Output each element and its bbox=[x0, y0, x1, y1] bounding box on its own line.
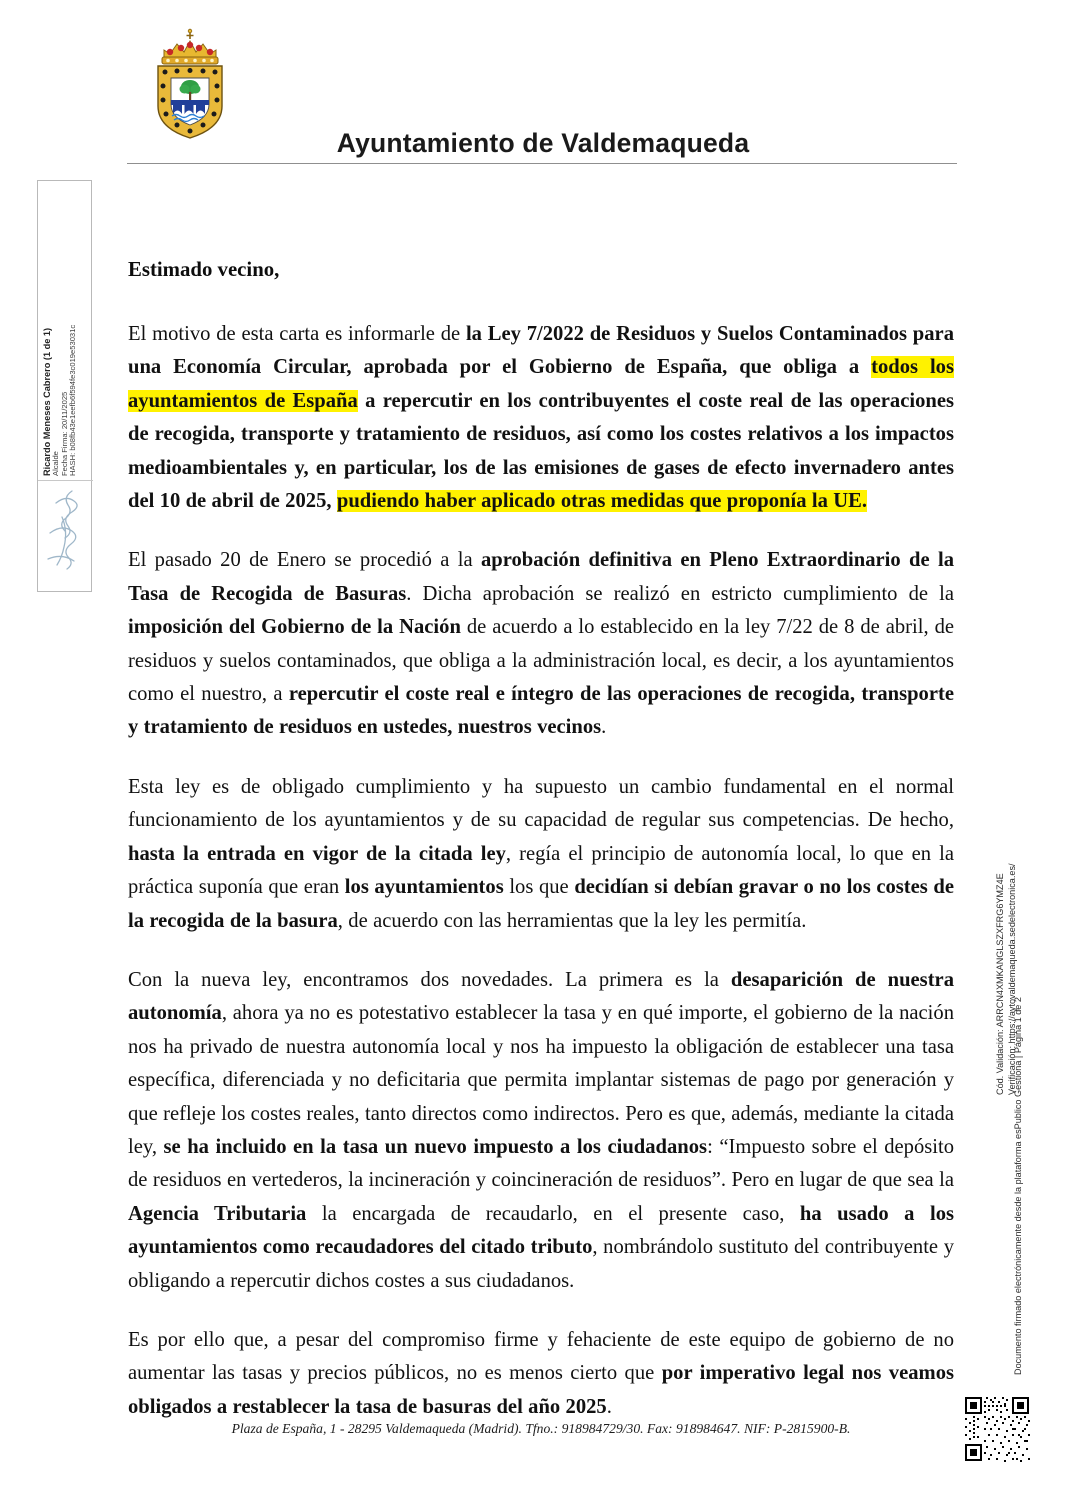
letter-paragraph-1: El motivo de esta carta es informarle de la Ley 7/2022 de Residuos y Suelos Contaminados para una Economía Circular, aprobada por el Gobierno de España, que obliga a todos los ayuntamientos de España a repercutir en los contribuyentes el coste real de las operaciones de recogida, transporte y tratamiento de residuos, así como los costes relativos a los impactos medioambientales y, en particular, los de las emisiones de gases de efecto invernadero antes del 10 de abril de 2025, pudiendo haber aplicado otras medidas que proponía la UE. bbox=[128, 323, 954, 513]
highlighted-run bbox=[337, 490, 867, 512]
letter-salutation: Estimado vecino, bbox=[128, 258, 280, 281]
bold-run: decidían si debían gravar o no los costes de la recogida de la basura bbox=[128, 876, 954, 932]
signature-details-rotated-text bbox=[42, 186, 90, 476]
letter-paragraph-4: Con la nueva ley, encontramos dos novedades. La primera es la desaparición de nuestra autonomía, ahora ya no es potestativo establecer la tasa y en qué importe, el gobierno de la nación nos ha privado de nuestra autonomía local y nos ha impuesto la obligación de establecer una tasa específica, diferenciada y no deficitaria que permita implantar sistemas de pago por generación y que refleje los costes reales, tanto directos como indirectos. Pero es que, además, mediante la citada ley, se ha incluido en la tasa un nuevo impuesto a los ciudadanos: “Impuesto sobre el depósito de residuos en vertederos, la incineración y coincineración de residuos”. Pero en lugar de que sea la Agencia Tributaria la encargada de recaudarlo, en el presente caso, ha usado a los ayuntamientos como recaudadores del citado tributo, nombrándolo sustituto del contribuyente y obligando a repercutir dichos costes a sus ciudadanos. bbox=[128, 968, 955, 1292]
bold-run: pudiendo haber aplicado otras medidas que proponía la UE. bbox=[336, 490, 867, 513]
bold-run: los ayuntamientos bbox=[344, 876, 504, 899]
valdemaqueda-coat-of-arms-icon bbox=[144, 24, 236, 142]
header-divider bbox=[127, 163, 957, 164]
bold-run: se ha incluido en la tasa un nuevo impuesto a los ciudadanos bbox=[163, 1135, 708, 1158]
document-header bbox=[0, 0, 1080, 175]
signature-details-box bbox=[38, 181, 93, 481]
electronic-signature-metadata bbox=[994, 0, 1054, 1489]
bold-run: Agencia Tributaria bbox=[128, 1202, 307, 1225]
handwritten-signature-icon bbox=[42, 481, 89, 591]
digital-signature-stamp bbox=[37, 180, 92, 592]
bold-run: repercutir el coste real e íntegro de las operaciones de recogida, transporte y tratamiento de residuos en ustedes, nuestros vecinos bbox=[128, 683, 954, 739]
signature-hash: HASH: b08fb43e1eefb6f594fe3c019e53031c bbox=[67, 324, 77, 476]
letter-paragraph-3: Esta ley es de obligado cumplimiento y ha supuesto un cambio fundamental en el normal funcionamiento de los ayuntamientos y de su capacidad de regular sus competencias. De hecho, hasta la entrada en vigor de la citada ley, regía el principio de autonomía local, lo que en la práctica suponía que eran los ayuntamientos los que decidían si debían gravar o no los costes de la recogida de la basura, de acuerdo con las herramientas que la ley les permitía. bbox=[128, 775, 954, 932]
document-footer bbox=[128, 1420, 954, 1438]
bold-run: todos los ayuntamientos de España bbox=[128, 356, 954, 412]
bold-run: la Ley 7/2022 de Residuos y Suelos Contaminados para una Economía Circular, aprobada por el Gobierno de España, que obliga a bbox=[128, 323, 954, 379]
signer-role: Alcalde bbox=[50, 450, 60, 476]
bold-run: aprobación definitiva en Pleno Extraordinario de la Tasa de Recogida de Basuras bbox=[128, 549, 954, 605]
bold-run: imposición del Gobierno de la Nación bbox=[128, 616, 461, 639]
bold-run: a repercutir en los contribuyentes el coste real de las operaciones de recogida, transporte y tratamiento de residuos, así como los costes relativos a los impactos medioambientales y, en particular, los de las emisiones de gases de efecto invernadero antes del 10 de abril de 2025, bbox=[128, 389, 954, 513]
letter-paragraph-5: Es por ello que, a pesar del compromiso firme y fehaciente de este equipo de gobierno de no aumentar las tasas y precios públicos, no es menos cierto que por imperativo legal nos veamos obligados a restablecer la tasa de basuras del año 2025. bbox=[128, 1328, 955, 1418]
bold-run: desaparición de nuestra autonomía bbox=[128, 968, 954, 1025]
signature-date: Fecha Firma: 20/11/2025 bbox=[59, 391, 69, 476]
footer-address: Plaza de España, 1 - 28295 Valdemaqueda (Madrid). Tfno.: 918984729/30. Fax: 918984647. NIF: P-2815900-B. bbox=[231, 1421, 851, 1436]
qr-code-icon bbox=[962, 1394, 1032, 1464]
bold-run: hasta la entrada en vigor de la citada ley bbox=[128, 842, 506, 865]
bold-run: ha usado a los ayuntamientos como recaudadores del citado tributo bbox=[128, 1202, 955, 1259]
letter-paragraph-2: El pasado 20 de Enero se procedió a la aprobación definitiva en Pleno Extraordinario de la Tasa de Recogida de Basuras. Dicha aprobación se realizó en estricto cumplimiento de la imposición del Gobierno de la Nación de acuerdo a lo establecido en la ley 7/22 de 8 de abril, de residuos y suelos contaminados, que obliga a la administración local, es decir, a los ayuntamientos como el nuestro, a repercutir el coste real e íntegro de las operaciones de recogida, transporte y tratamiento de residuos en ustedes, nuestros vecinos. bbox=[128, 549, 955, 739]
letter-body bbox=[128, 258, 954, 1444]
verification-url-line: Verificación: https://aytovaldemaqueda.sedelectronica.es/ bbox=[1006, 863, 1017, 1095]
page-title: Ayuntamiento de Valdemaqueda bbox=[336, 128, 750, 158]
bold-run: por imperativo legal nos veamos obligados a restablecer la tasa de basuras del año 2025 bbox=[128, 1362, 955, 1418]
signer-name: Ricardo Meneses Cabrero (1 de 1) bbox=[41, 327, 52, 476]
validation-code-line: Cód. Validación: ARRCN4XMKANGLSZXFRG6YMZ4E bbox=[995, 873, 1005, 1095]
platform-page-line: Documento firmado electrónicamente desde la plataforma esPublico Gestiona | Página 1 de 2 bbox=[1013, 997, 1023, 1375]
